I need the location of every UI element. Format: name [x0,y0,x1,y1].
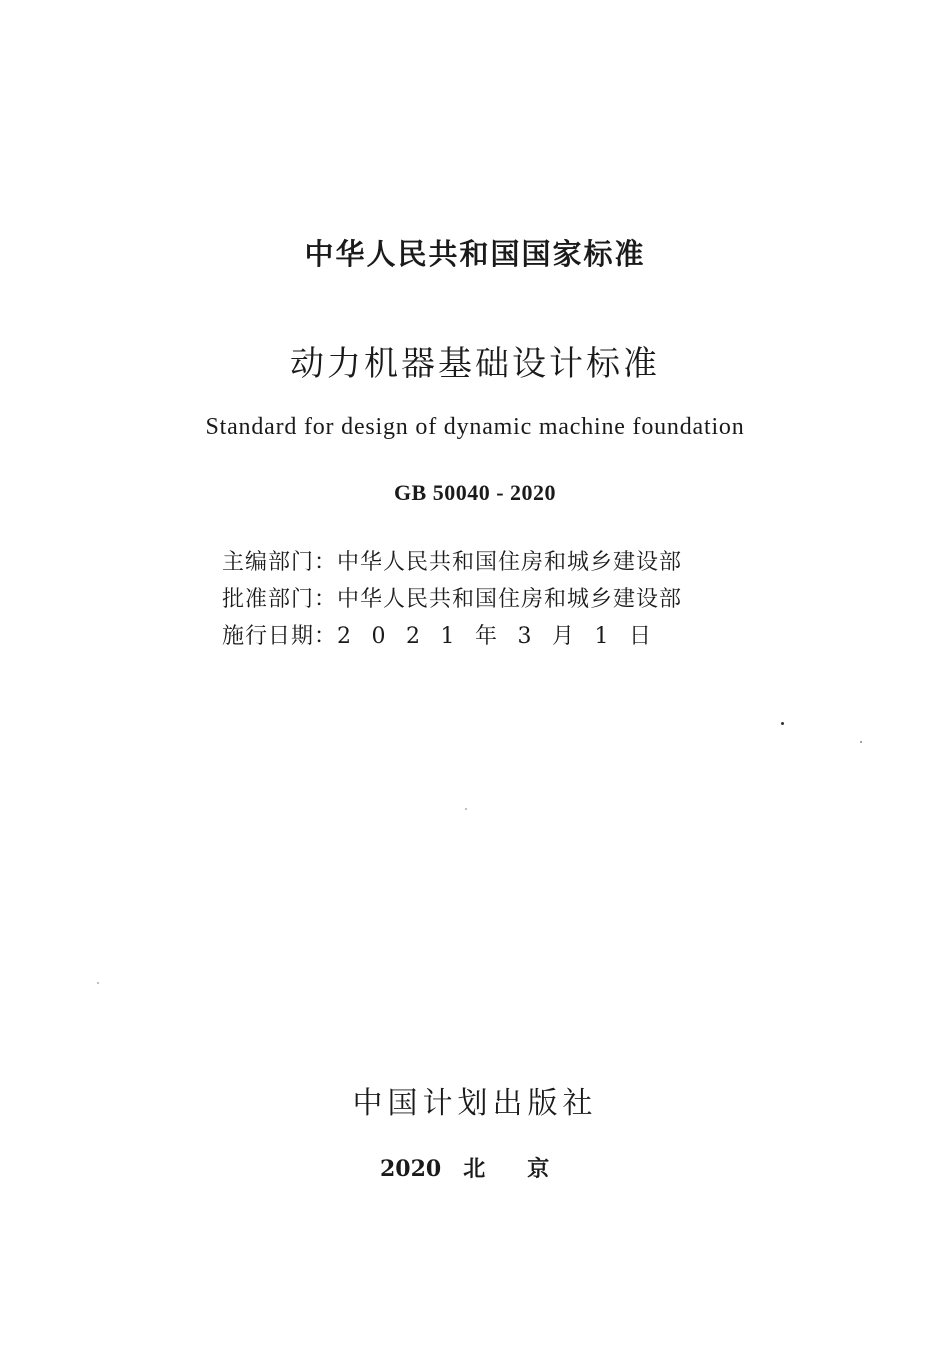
info-value-date: 2021年3月1日 [337,624,672,649]
info-value: 中华人民共和国住房和城乡建设部 [337,587,683,612]
publication-year: 2020 [380,1156,442,1182]
info-row-approval [222,581,682,618]
info-row-chief-editor [222,544,682,581]
info-label: 主编部门： [222,550,338,575]
scan-speck [97,982,99,984]
publisher-name: 中国计划出版社 [352,1086,598,1121]
publication-place [380,1152,591,1183]
scan-speck [860,741,862,743]
scan-speck [781,722,784,725]
info-block [222,544,682,655]
info-row-effective-date [222,618,682,655]
info-label: 施行日期： [222,624,338,649]
national-standard-heading: 中华人民共和国国家标准 [304,237,646,271]
english-title: Standard for design of dynamic machine foundation [205,414,745,440]
chinese-title: 动力机器基础设计标准 [290,344,660,384]
scan-speck [465,808,467,810]
info-label: 批准部门： [222,587,338,612]
publication-city: 北京 [463,1156,592,1182]
standard-code: GB 50040 - 2020 [393,480,557,505]
info-value: 中华人民共和国住房和城乡建设部 [337,550,683,575]
